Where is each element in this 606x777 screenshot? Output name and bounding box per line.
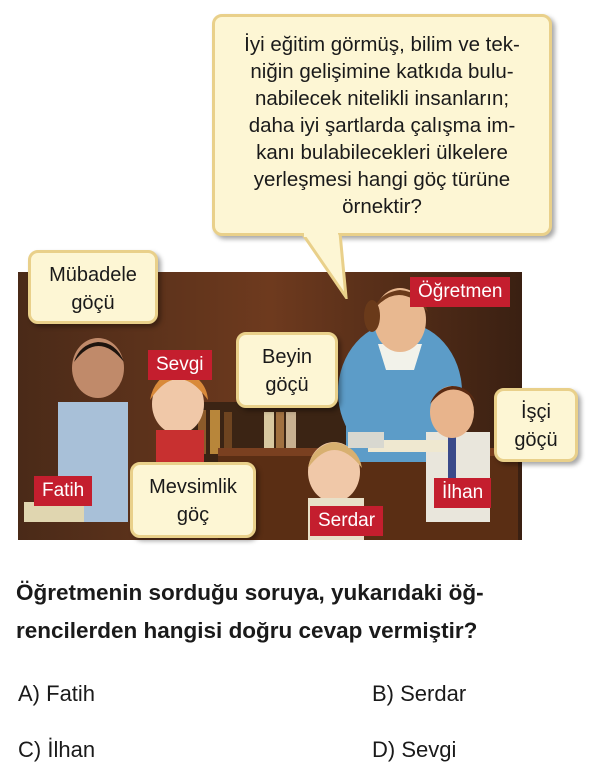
speech-line: niğin gelişimine katkıda bulu- (250, 60, 514, 83)
option-text: Serdar (400, 681, 467, 706)
option-d[interactable] (372, 736, 456, 764)
callout-line: İşçi (521, 401, 551, 423)
speech-line: nabilecek nitelikli insanların; (254, 87, 510, 110)
speech-line: İyi eğitim görmüş, bilim ve tek- (244, 33, 520, 56)
option-letter: B) (372, 681, 394, 706)
option-letter: D) (372, 737, 396, 762)
option-letter: C) (18, 737, 42, 762)
speech-line: kanı bulabilecekleri ülkelere (256, 141, 508, 164)
label-fatih: Fatih (34, 476, 92, 506)
question-line: Öğretmenin sorduğu soruya, yukarıdaki öğ- (16, 580, 484, 605)
callout-mubadele-gocu (28, 250, 158, 324)
callout-line: göç (176, 504, 210, 526)
speech-line: yerleşmesi hangi göç türüne (253, 168, 511, 191)
option-c[interactable] (18, 736, 95, 764)
question-text (16, 574, 596, 650)
option-b[interactable] (372, 680, 466, 708)
teacher-speech-bubble (212, 14, 552, 236)
question-line: rencilerden hangisi doğru cevap vermiştir? (16, 618, 478, 643)
callout-isci-gocu (494, 388, 578, 462)
option-letter: A) (18, 681, 40, 706)
callout-line: göçü (265, 374, 309, 396)
callout-beyin-gocu (236, 332, 338, 408)
callout-line: Mübadele (49, 264, 137, 286)
callout-mevsimlik-goc (130, 462, 256, 538)
speech-line: örnektir? (342, 195, 422, 218)
speech-line: daha iyi şartlarda çalışma im- (248, 114, 516, 137)
label-ogretmen: Öğretmen (410, 277, 510, 307)
option-text: Sevgi (401, 737, 457, 762)
callout-line: göçü (514, 429, 558, 451)
option-text: Fatih (46, 681, 96, 706)
option-a[interactable] (18, 680, 95, 708)
callout-line: göçü (71, 292, 115, 314)
callout-line: Mevsimlik (149, 476, 237, 498)
label-sevgi: Sevgi (148, 350, 212, 380)
label-serdar: Serdar (310, 506, 383, 536)
callout-line: Beyin (261, 346, 313, 368)
speech-bubble-tail (300, 233, 360, 299)
option-text: İlhan (47, 737, 96, 762)
label-ilhan: İlhan (434, 478, 491, 508)
